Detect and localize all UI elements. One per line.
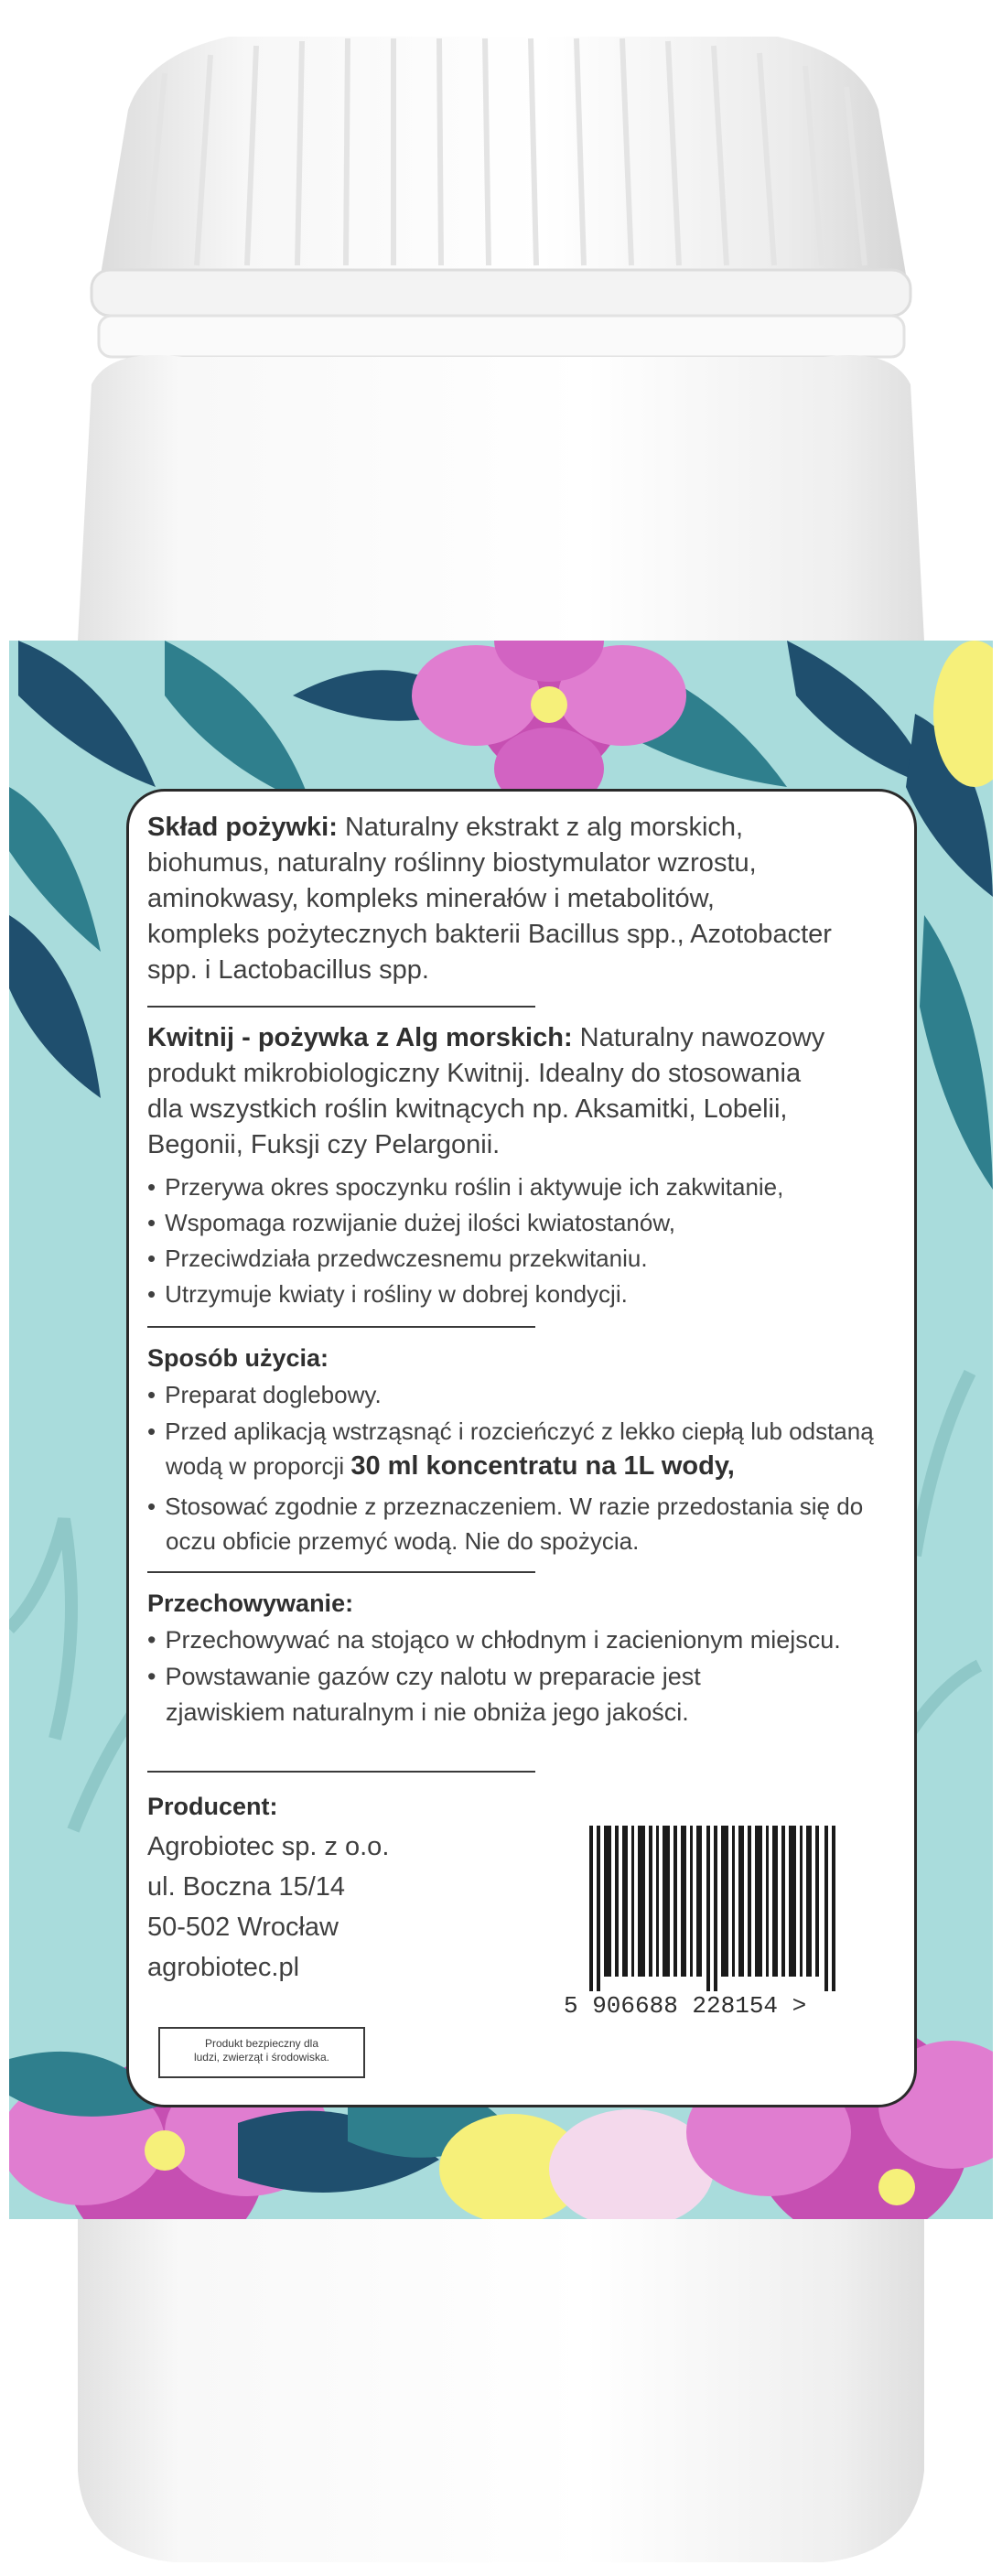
description-line-3: dla wszystkich roślin kwitnących np. Aksamitki, Lobelii,: [147, 1094, 788, 1124]
composition-line-1: Skład pożywki: Naturalny ekstrakt z alg morskich,: [147, 813, 744, 842]
composition-line-2: biohumus, naturalny roślinny biostymulator wzrostu,: [147, 848, 757, 878]
benefit-item: • Przerywa okres spoczynku roślin i aktywuje ich zakwitanie,: [147, 1169, 879, 1205]
description-line-1: Kwitnij - pożywka z Alg morskich: Naturalny nawozowy: [147, 1023, 825, 1052]
storage-item: • Powstawanie gazów czy nalotu w preparacie jest: [147, 1659, 879, 1695]
composition-heading: Skład pożywki:: [147, 813, 338, 842]
barcode: [589, 1826, 839, 1991]
description-line-2: produkt mikrobiologiczny Kwitnij. Idealny do stosowania: [147, 1059, 802, 1088]
producer-heading: Producent:: [147, 1793, 278, 1820]
storage-item-continued: zjawiskiem naturalnym i nie obniża jego jakości.: [166, 1698, 689, 1726]
producer-line: ul. Boczna 15/14: [147, 1872, 346, 1902]
usage-item: • Przed aplikacją wstrząsnąć i rozcieńczyć z lekko ciepłą lub odstaną: [147, 1414, 879, 1450]
section-divider: [147, 1006, 535, 1008]
safety-badge: Produkt bezpieczny dla ludzi, zwierząt i środowiska.: [158, 2027, 365, 2078]
description-line-4: Begonii, Fuksji czy Pelargonii.: [147, 1130, 501, 1159]
benefit-item: • Utrzymuje kwiaty i rośliny w dobrej kondycji.: [147, 1277, 879, 1312]
composition-line-3: aminokwasy, kompleks minerałów i metabolitów,: [147, 884, 715, 913]
usage-item: • Stosować zgodnie z przeznaczeniem. W razie przedostania się do: [147, 1489, 879, 1525]
producer-website: agrobiotec.pl: [147, 1953, 300, 1982]
usage-item-continued: wodą w proporcji 30 ml koncentratu na 1L wody,: [166, 1451, 735, 1481]
benefit-item: • Wspomaga rozwijanie dużej ilości kwiatostanów,: [147, 1205, 879, 1241]
section-divider: [147, 1771, 535, 1773]
usage-item: • Preparat doglebowy.: [147, 1377, 879, 1413]
description-heading: Kwitnij - pożywka z Alg morskich:: [147, 1023, 573, 1052]
usage-heading: Sposób użycia:: [147, 1344, 329, 1372]
producer-line: 50-502 Wrocław: [147, 1913, 339, 1942]
composition-line-4: kompleks pożytecznych bakterii Bacillus spp., Azotobacter: [147, 920, 832, 949]
benefit-item: • Przeciwdziała przedwczesnemu przekwitaniu.: [147, 1241, 879, 1277]
usage-item-continued: oczu obficie przemyć wodą. Nie do spożycia.: [166, 1527, 640, 1555]
dosage-highlight: 30 ml koncentratu na 1L wody,: [350, 1451, 735, 1481]
info-panel: [126, 789, 917, 2107]
section-divider: [147, 1326, 535, 1328]
producer-line: Agrobiotec sp. z o.o.: [147, 1832, 390, 1861]
bottle-cap: [92, 37, 910, 357]
ean-number: 5 906688 228154 >: [564, 1992, 807, 2020]
composition-line-5: spp. i Lactobacillus spp.: [147, 955, 429, 985]
section-divider: [147, 1571, 535, 1573]
storage-heading: Przechowywanie:: [147, 1590, 354, 1617]
storage-item: • Przechowywać na stojąco w chłodnym i zacienionym miejscu.: [147, 1622, 879, 1658]
